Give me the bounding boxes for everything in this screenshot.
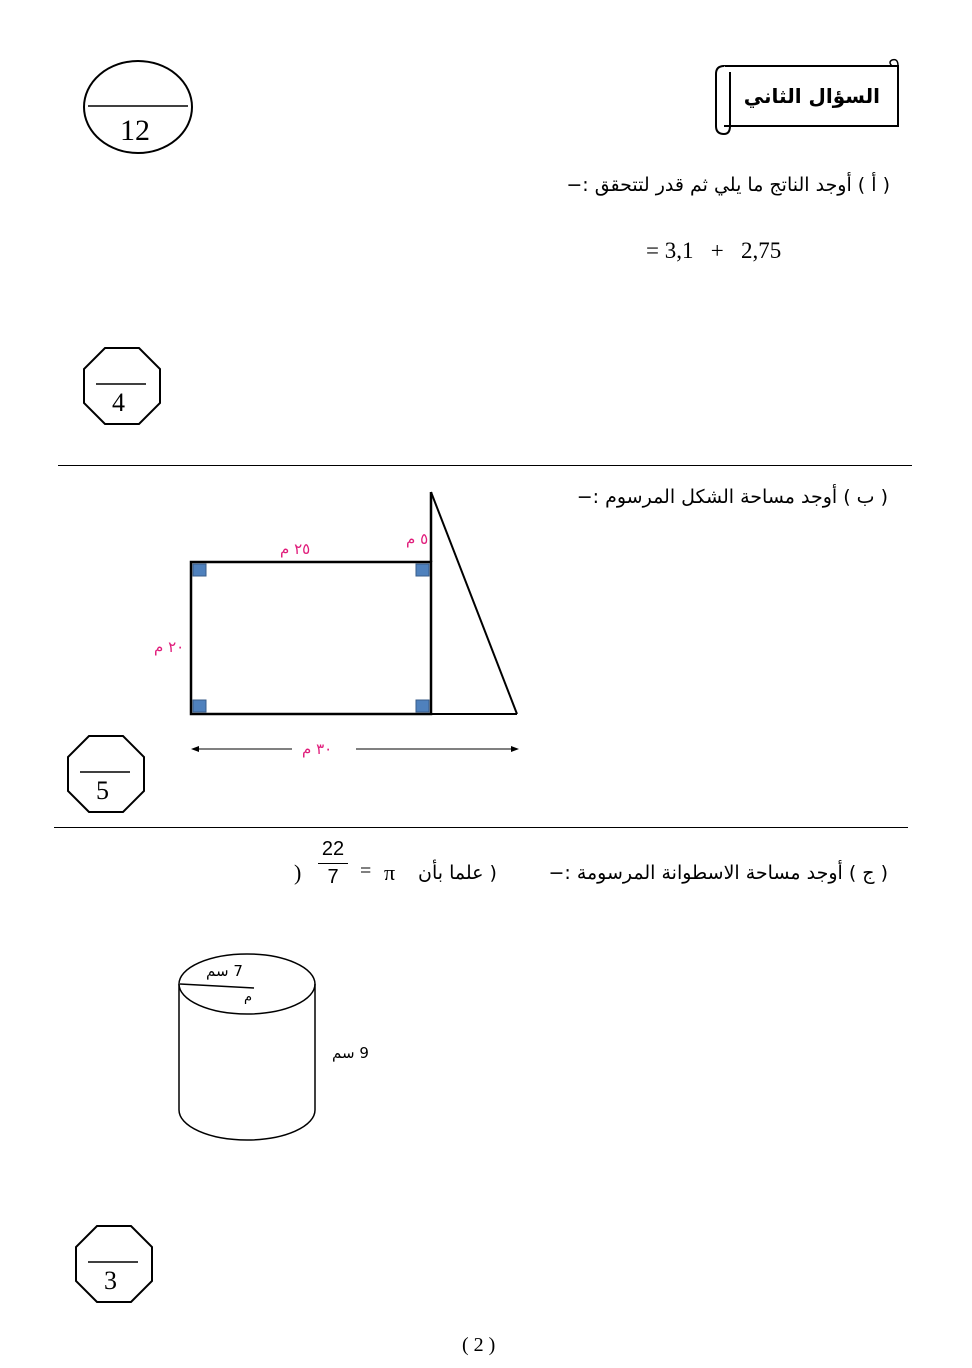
height-label: 9 سم (332, 1044, 369, 1062)
part-c-hint: ( علما بأن (418, 862, 497, 884)
part-c-score: 3 (104, 1266, 117, 1295)
part-b-score: 5 (96, 776, 109, 805)
fraction-numerator: 22 (318, 838, 348, 864)
dim-top-label: ٢٥ م (280, 540, 311, 558)
page-number: ( 2 ) (462, 1334, 496, 1356)
radius-sub-label: م (244, 990, 253, 1005)
part-c-label: ( ج ) أوجد مساحة الاسطوانة المرسومة :− (548, 862, 888, 884)
divider-1 (58, 465, 912, 466)
part-a-label: ( أ ) أوجد الناتج ما يلي ثم قدر لتتحقق :− (566, 174, 890, 196)
part-a-score: 4 (112, 388, 125, 417)
equals-sign: = (360, 860, 372, 882)
fraction-denominator: 7 (327, 866, 339, 888)
part-c-close-paren: ) (294, 860, 302, 885)
radius-label: 7 سم (206, 962, 243, 980)
total-score: 12 (120, 114, 150, 147)
cylinder-figure (170, 950, 330, 1150)
page-title: السؤال الثاني (743, 84, 880, 108)
pi-symbol: π (384, 860, 396, 885)
dim-bottom-label: ٣٠ م (302, 740, 333, 758)
part-a-expression: = 3,1 + 2,75 (646, 238, 782, 263)
pi-fraction (318, 838, 348, 889)
composite-shape-figure (180, 484, 530, 764)
part-b-label: ( ب ) أوجد مساحة الشكل المرسوم :− (576, 486, 888, 508)
dim-left-label: ٢٠ م (154, 638, 185, 656)
dim-small-label: ٥ م (406, 530, 429, 548)
divider-2 (54, 827, 908, 828)
